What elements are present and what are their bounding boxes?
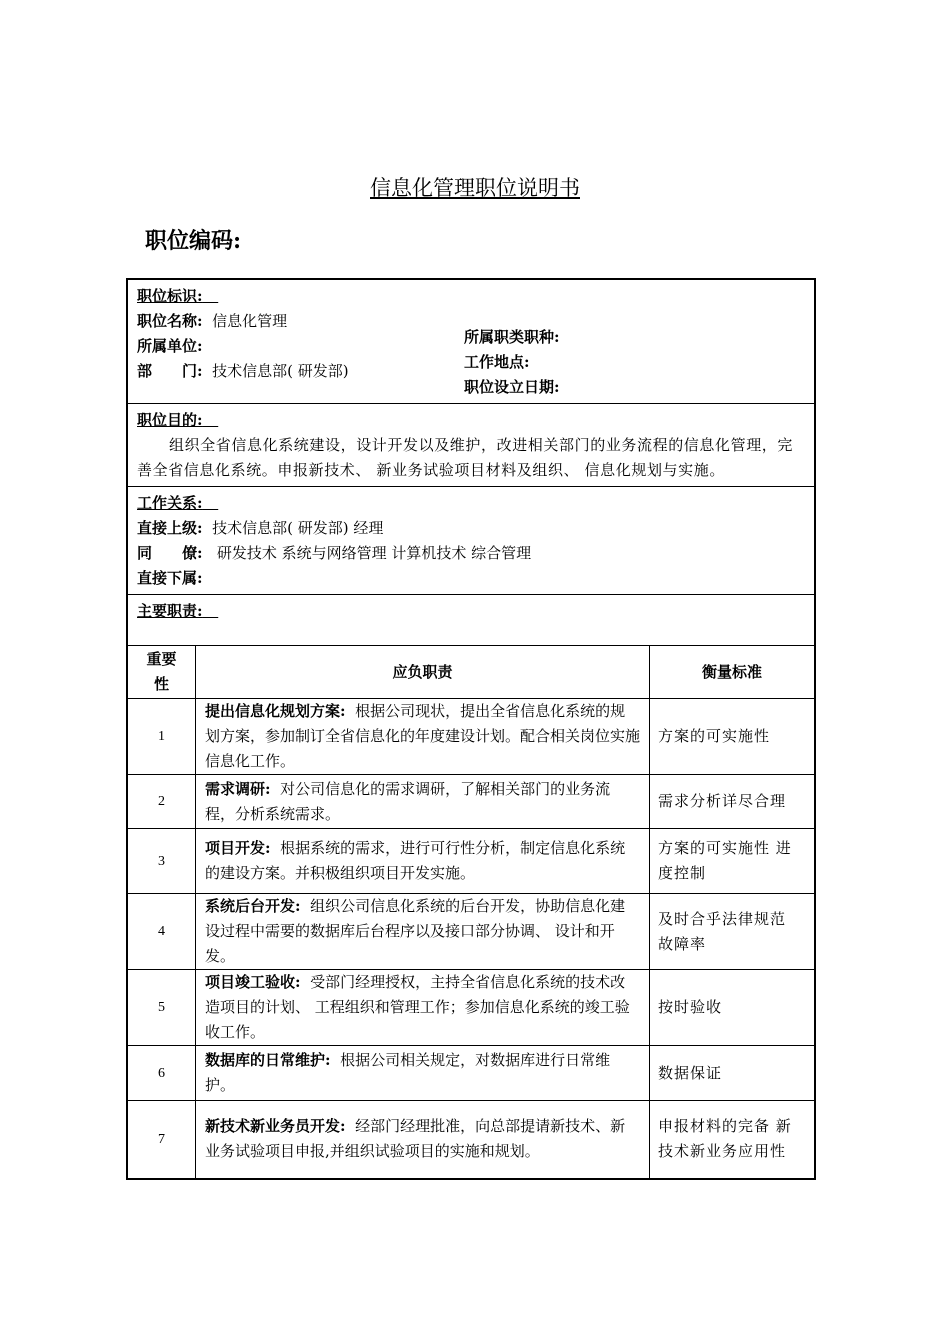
row-standard: 需求分析详尽合理 <box>650 775 815 829</box>
purpose-section <box>128 404 814 487</box>
category-label: 所属职类职种: <box>464 328 560 346</box>
table-header-row <box>128 646 814 699</box>
duties-table <box>128 646 814 1178</box>
row-duty: 项目开发: 根据系统的需求，进行可行性分析，制定信息化系统的建设方案。并积极组织项目开发实施。 <box>196 829 650 894</box>
row-standard: 方案的可实施性 进度控制 <box>650 829 815 894</box>
row-importance: 7 <box>128 1101 196 1178</box>
position-code-label: 职位编码: <box>145 228 242 254</box>
dept-label: 部 门: <box>137 362 203 380</box>
row-duty: 新技术新业务员开发: 经部门经理批准，向总部提请新技术、新业务试验项目申报,并组织试验项目的实施和规划。 <box>196 1101 650 1178</box>
row-duty: 项目竣工验收: 受部门经理授权，主持全省信息化系统的技术改造项目的计划、 工程组织和管理工作；参加信息化系统的竣工验收工作。 <box>196 970 650 1046</box>
table-row <box>128 970 814 1046</box>
header-standard: 衡量标准 <box>650 646 815 699</box>
job-description-table <box>126 278 816 1180</box>
position-name-label: 职位名称: <box>137 312 203 330</box>
table-row <box>128 894 814 970</box>
identification-title: 职位标识: <box>137 287 203 305</box>
setup-date-label: 职位设立日期: <box>464 378 560 396</box>
relations-title: 工作关系: <box>137 494 203 512</box>
peer-label: 同 僚: <box>137 544 203 562</box>
superior-value: 技术信息部( 研发部) 经理 <box>212 519 384 537</box>
table-row <box>128 1101 814 1178</box>
row-standard: 方案的可实施性 <box>650 699 815 775</box>
row-standard: 及时合乎法律规范 故障率 <box>650 894 815 970</box>
subordinate-label: 直接下属: <box>137 569 203 587</box>
row-importance: 1 <box>128 699 196 775</box>
header-duty: 应负职责 <box>196 646 650 699</box>
row-standard: 按时验收 <box>650 970 815 1046</box>
duties-title: 主要职责: <box>137 602 203 620</box>
peer-value: 研发技术 系统与网络管理 计算机技术 综合管理 <box>216 544 532 562</box>
row-duty: 数据库的日常维护: 根据公司相关规定，对数据库进行日常维护。 <box>196 1046 650 1101</box>
row-standard: 申报材料的完备 新技术新业务应用性 <box>650 1101 815 1178</box>
row-duty: 需求调研: 对公司信息化的需求调研，了解相关部门的业务流程，分析系统需求。 <box>196 775 650 829</box>
position-name-value: 信息化管理 <box>212 312 288 330</box>
location-label: 工作地点: <box>464 353 530 371</box>
table-row <box>128 1046 814 1101</box>
header-importance: 重要性 <box>128 646 196 699</box>
row-importance: 5 <box>128 970 196 1046</box>
relations-section <box>128 487 814 595</box>
row-duty: 系统后台开发: 组织公司信息化系统的后台开发，协助信息化建设过程中需要的数据库后台程序以及接口部分协调、 设计和开发。 <box>196 894 650 970</box>
document-title: 信息化管理职位说明书 <box>370 176 580 200</box>
identification-section <box>128 280 814 404</box>
table-row <box>128 829 814 894</box>
row-importance: 4 <box>128 894 196 970</box>
dept-value: 技术信息部( 研发部) <box>212 362 349 380</box>
row-importance: 2 <box>128 775 196 829</box>
row-standard: 数据保证 <box>650 1046 815 1101</box>
unit-label: 所属单位: <box>137 337 203 355</box>
row-importance: 3 <box>128 829 196 894</box>
duties-heading-section <box>128 595 814 646</box>
row-duty: 提出信息化规划方案: 根据公司现状，提出全省信息化系统的规划方案，参加制订全省信息化的年度建设计划。配合相关岗位实施信息化工作。 <box>196 699 650 775</box>
row-importance: 6 <box>128 1046 196 1101</box>
purpose-text: 组织全省信息化系统建设，设计开发以及维护，改进相关部门的业务流程的信息化管理，完善全省信息化系统。申报新技术、 新业务试验项目材料及组织、 信息化规划与实施。 <box>137 436 794 479</box>
table-row <box>128 775 814 829</box>
superior-label: 直接上级: <box>137 519 203 537</box>
table-row <box>128 699 814 775</box>
purpose-title: 职位目的: <box>137 411 203 429</box>
